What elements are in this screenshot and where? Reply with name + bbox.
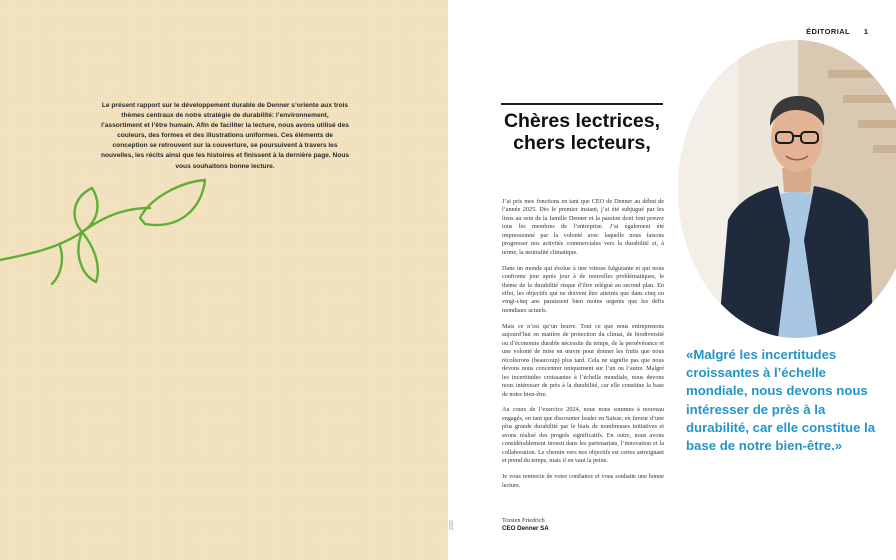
signature-title: CEO Denner SA	[502, 525, 549, 533]
section-label: ÉDITORIAL	[806, 27, 850, 36]
letter-paragraph: Au cours de l’exercice 2024, nous nous sommes à nouveau engagés, en tant que discounter leader en Suisse, en faveur d’une plus grande durabilité par le biais de nombreuses initiatives et avons réalisé des progrès significatifs. En outre, nous avons considérablement investi dans les partenariats, l’innovation et la collaboration. Le chemin vers nos objectifs est certes astreignant et prend du temps, mais il en vaut la peine.	[502, 406, 664, 465]
portrait-photo	[678, 40, 896, 338]
letter-paragraph: Dans un monde qui évolue à une vitesse fulgurante et qui nous confronte jour après jour à de nouvelles problématiques, le thème de la durabilité risque d’être relégué au second plan. En effet, les objectifs qui ne doivent être atteints que dans cinq ou vingt-cinq ans paraissent bien moins urgents que les défis mondiaux actuels.	[502, 264, 664, 314]
letter-paragraph: Mais ce n’est qu’un leurre. Tout ce que nous entreprenons aujourd’hui en matière de protection du climat, de biodiversité ou d’économie durable nécessite du temps, de la persévérance et une volonté de mise en œuvre pour donner les fruits que nous récolterons (beaucoup) plus tard. Cela ne signifie pas que nous devons nous concentrer uniquement sur l’un ou l’autre. Malgré les incertitudes croissantes à l’échelle mondiale, nous devons nous intéresser de près à la durabilité, car elle constitue la base de notre bien-être.	[502, 322, 664, 398]
letter-body	[502, 198, 664, 498]
title-rule	[501, 103, 663, 105]
letter-paragraph: J’ai pris mes fonctions en tant que CEO de Denner au début de l’année 2025. Dès le premier instant, j’ai été subjugué par les liens au sein de la famille Denner et la passion dont font preuve tous les membres de l’entreprise. J’ai également été impressionné par la volonté avec laquelle nous faisons progresser nos activités commerciales vers la durabilité et, à terme, la neutralité climatique.	[502, 198, 664, 256]
signature-name: Torsten Friedrich	[502, 517, 545, 524]
page-title: Chères lectrices, chers lecteurs,	[503, 110, 661, 154]
letter-paragraph: Je vous remercie de votre confiance et vous souhaite une bonne lecture.	[502, 473, 664, 489]
page-number: 1	[863, 27, 868, 36]
right-page	[448, 0, 896, 560]
folio: 2/22	[449, 520, 455, 530]
signature-block	[502, 517, 664, 534]
pull-quote: «Malgré les incertitudes croissantes à l’échelle mondiale, nous devons nous intéresser de près à la durabilité, car elle constitue la base de notre bien-être.»	[686, 347, 876, 454]
leaf-vine-icon	[0, 168, 220, 288]
intro-paragraph: Le présent rapport sur le développement durable de Denner s’oriente aux trois thèmes centraux de notre stratégie de durabilité: l’environnement, l’assortiment et l’être humain. Afin de faciliter la lecture, nous avons utilisé des couleurs, des formes et des illustrations uniformes. Ces éléments de conception se retrouvent sur la couverture, se poursuivent à travers les nouvelles, les récits ainsi que les histoires et finissent à la dernière page. Nous vous souhaitons bonne lecture.	[100, 102, 350, 170]
